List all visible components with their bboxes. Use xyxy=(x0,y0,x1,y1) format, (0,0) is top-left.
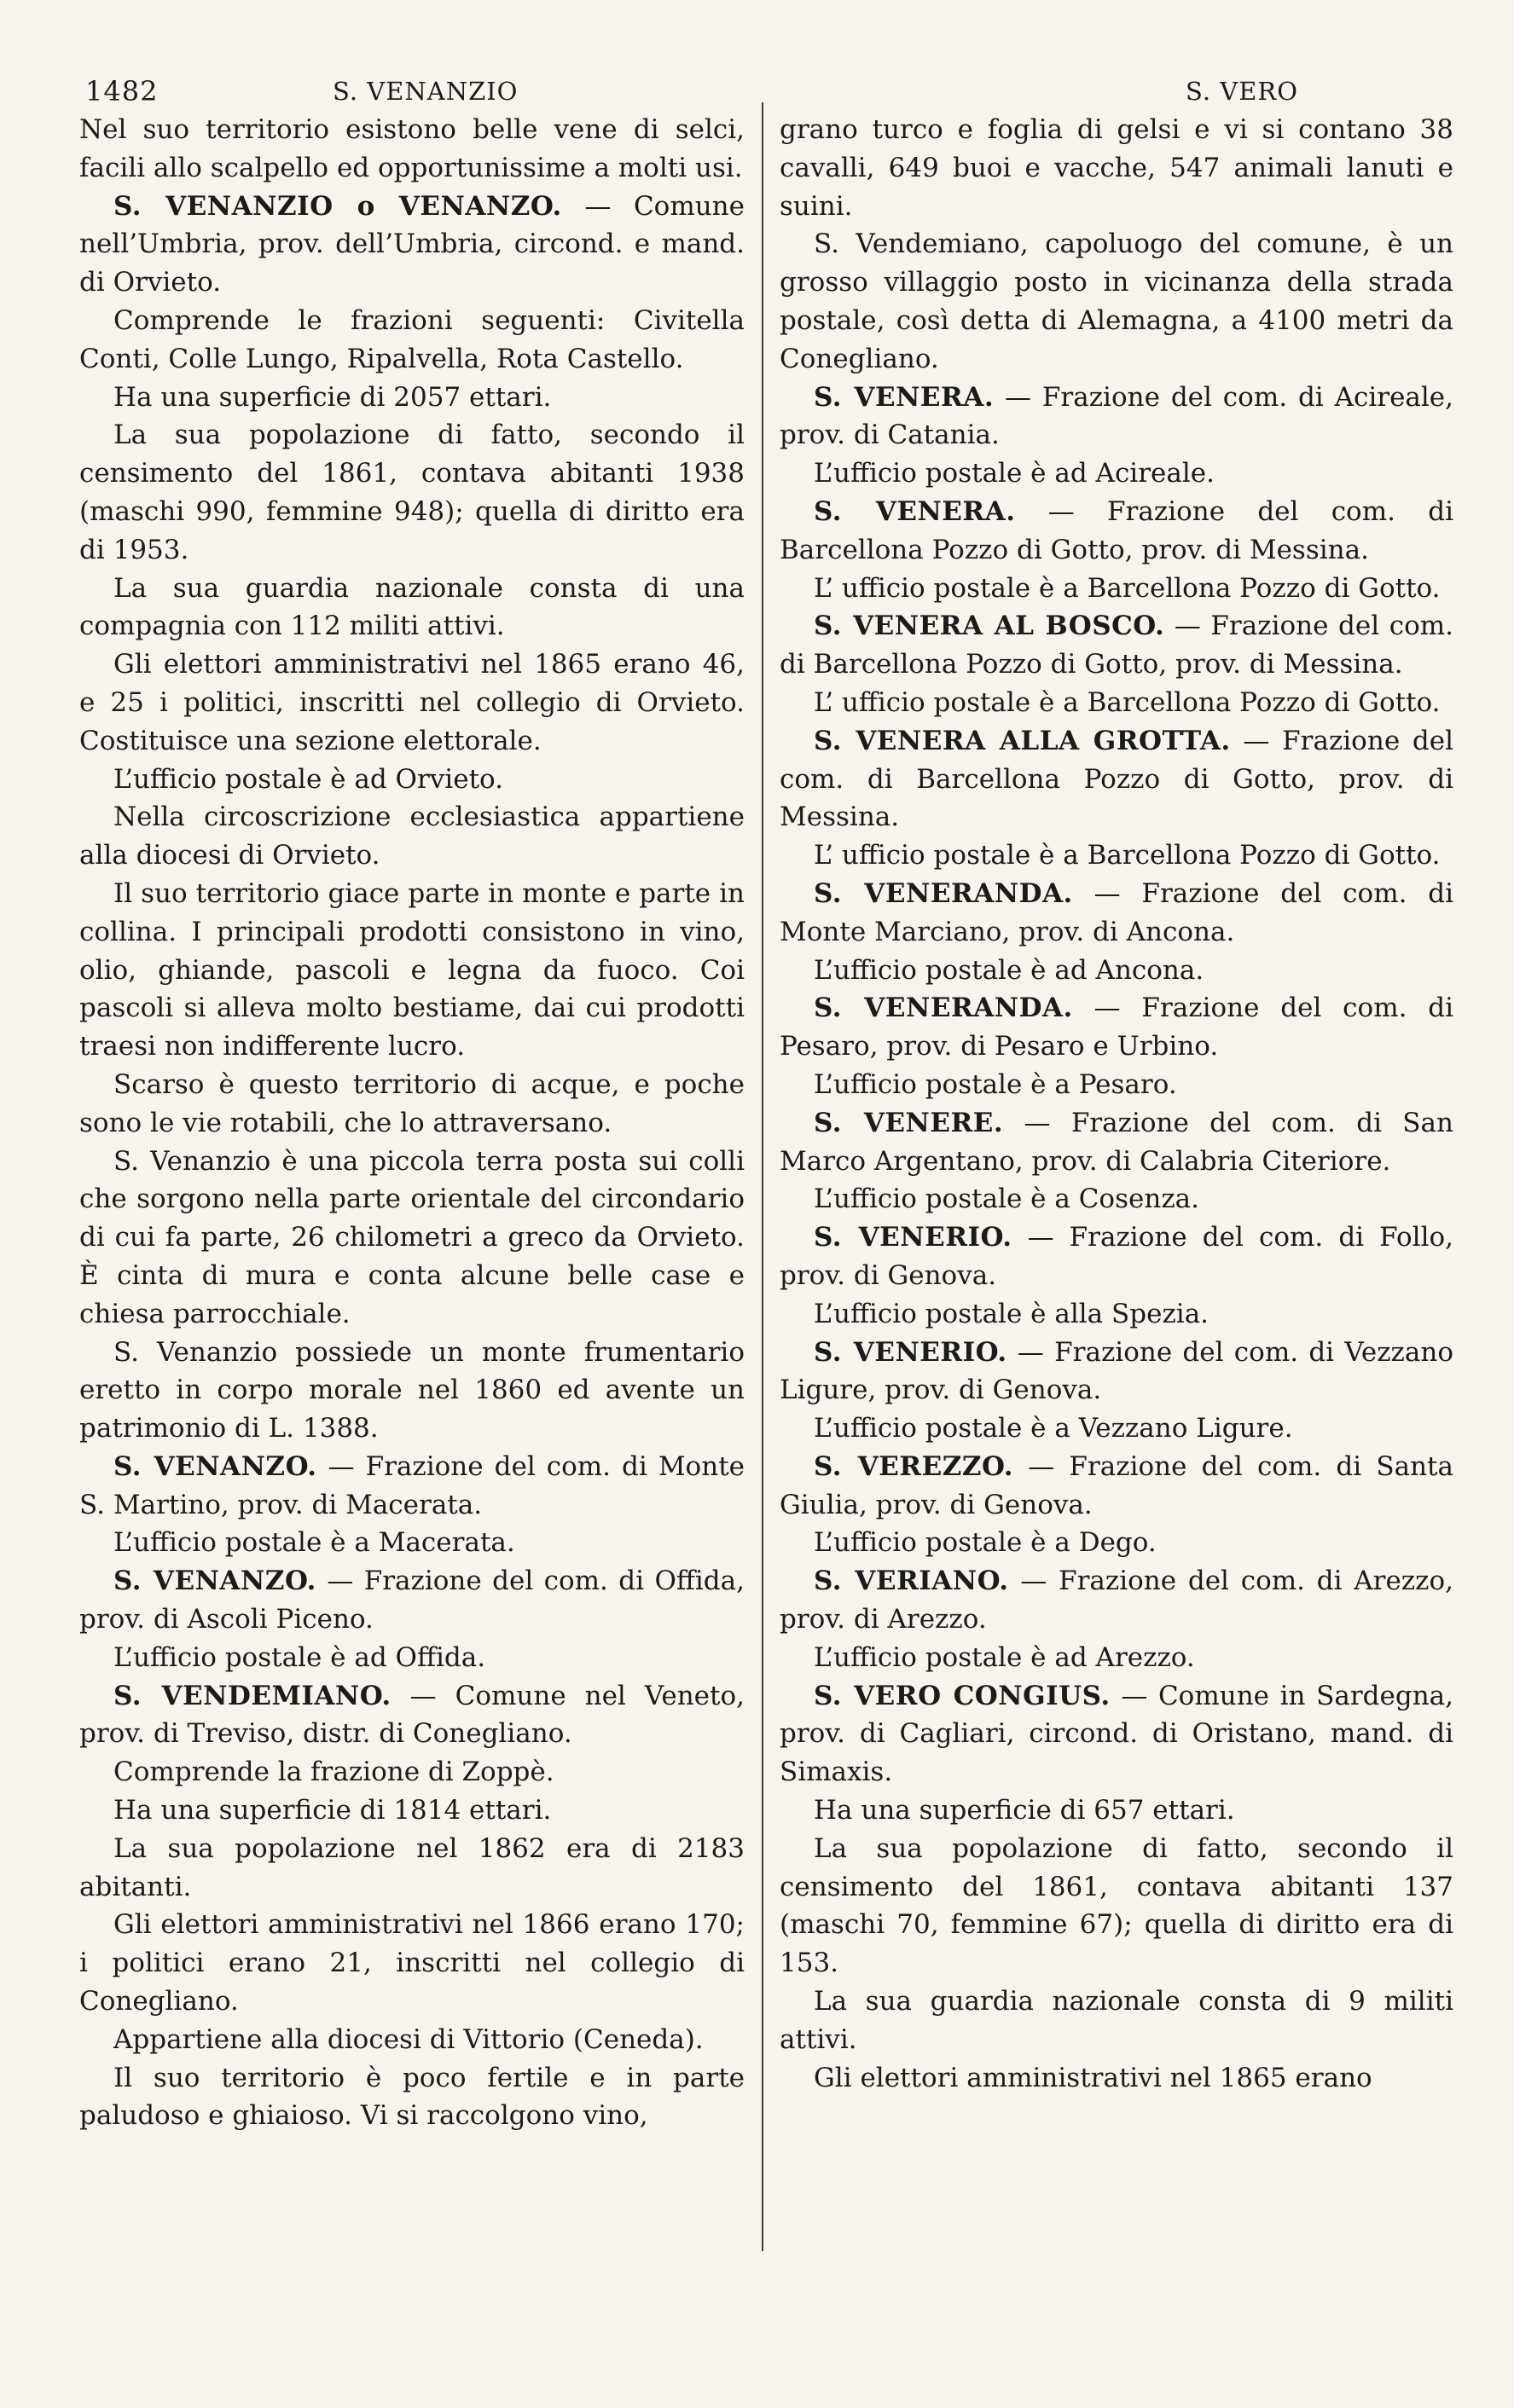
paragraph xyxy=(79,1334,745,1448)
entry-heading: S. VENERIO. xyxy=(814,1222,1012,1253)
paragraph-text: L’ufficio postale è ad Orvieto. xyxy=(113,763,503,795)
paragraph-text: L’ ufficio postale è a Barcellona Pozzo di Gotto. xyxy=(814,840,1441,871)
paragraph-text: Gli elettori amministrativi nel 1865 erano 46, e 25 i politici, inscritti nel collegio di Orvieto. Costituisce una sezione elettorale. xyxy=(79,649,745,756)
paragraph-text: Nel suo territorio esistono belle vene di selci, facili allo scalpello ed opportunissime a molti usi. xyxy=(79,114,745,183)
paragraph-text: L’ufficio postale è a Cosenza. xyxy=(814,1184,1199,1215)
paragraph xyxy=(79,1639,745,1677)
paragraph-text: — Frazione del com. di San Marco Argentano, prov. di Calabria Citeriore. xyxy=(780,1107,1453,1177)
paragraph xyxy=(780,454,1453,493)
paragraph xyxy=(79,188,745,302)
entry-heading: S. VENANZIO o VENANZO. xyxy=(113,190,562,222)
entry-heading: S. VENERA AL BOSCO. xyxy=(814,611,1165,642)
paragraph-text: — Frazione del com. di Offida, prov. di Ascoli Piceno. xyxy=(79,1566,745,1635)
paragraph-text: — Frazione del com. di Barcellona Pozzo di Gotto, prov. di Messina. xyxy=(780,495,1453,565)
paragraph-text: L’ufficio postale è ad Acireale. xyxy=(814,458,1215,489)
paragraph-text: — Frazione del com. di Follo, prov. di Genova. xyxy=(780,1222,1453,1291)
paragraph xyxy=(780,1409,1453,1448)
paragraph-text: — Frazione del com. di Acireale, prov. di Catania. xyxy=(780,381,1454,451)
right-running-head: S. VERO xyxy=(1186,77,1298,106)
paragraph xyxy=(780,111,1453,225)
paragraph xyxy=(780,684,1453,722)
paragraph-text: L’ufficio postale è alla Spezia. xyxy=(814,1298,1209,1329)
paragraph xyxy=(780,2059,1453,2098)
paragraph-text: Il suo territorio è poco fertile e in parte paludoso e ghiaioso. Vi si raccolgono vino, xyxy=(79,2062,745,2132)
entry-heading: S. VENDEMIANO. xyxy=(113,1680,392,1711)
paragraph-text: Il suo territorio giace parte in monte e parte in collina. I principali prodotti consistono in vino, olio, ghiande, pascoli e legna da fuoco. Coi pascoli si alleva molto bestiame, dai cui prodotti traesi non indifferente lucro. xyxy=(79,877,745,1062)
paragraph xyxy=(780,1562,1453,1639)
paragraph-text: Gli elettori amministrativi nel 1865 erano xyxy=(814,2062,1372,2093)
paragraph-text: — Frazione del com. di Monte Marciano, prov. di Ancona. xyxy=(780,877,1453,947)
paragraph-text: L’ufficio postale è a Pesaro. xyxy=(814,1068,1177,1100)
paragraph-text: Appartiene alla diocesi di Vittorio (Ceneda). xyxy=(113,2023,704,2055)
paragraph-text: Ha una superficie di 1814 ettari. xyxy=(113,1795,552,1826)
paragraph xyxy=(79,761,745,799)
paragraph xyxy=(79,379,745,417)
paragraph-text: — Frazione del com. di Pesaro, prov. di Pesaro e Urbino. xyxy=(780,993,1453,1062)
entry-heading: S. VENERE. xyxy=(814,1107,1004,1138)
paragraph-text: La sua guardia nazionale consta di una compagnia con 112 militi attivi. xyxy=(79,572,745,642)
paragraph xyxy=(79,875,745,1066)
paragraph-text: Ha una superficie di 657 ettari. xyxy=(814,1795,1235,1826)
paragraph xyxy=(780,722,1453,836)
paragraph-text: L’ufficio postale è ad Offida. xyxy=(113,1641,486,1673)
paragraph-text: Scarso è questo territorio di acque, e poche sono le vie rotabili, che lo attraversano. xyxy=(79,1068,745,1138)
paragraph-text: L’ufficio postale è ad Arezzo. xyxy=(814,1641,1195,1673)
paragraph xyxy=(79,1448,745,1525)
paragraph xyxy=(780,1639,1453,1677)
entry-heading: S. VERIANO. xyxy=(814,1566,1009,1597)
paragraph-text: — Frazione del com. di Monte S. Martino, prov. di Macerata. xyxy=(79,1450,745,1520)
paragraph xyxy=(780,952,1453,990)
page-number: 1482 xyxy=(85,75,159,107)
entry-heading: S. VENERANDA. xyxy=(814,993,1073,1024)
paragraph-text: L’ ufficio postale è a Barcellona Pozzo di Gotto. xyxy=(814,686,1441,718)
entry-heading: S. VERO CONGIUS. xyxy=(814,1680,1111,1711)
paragraph xyxy=(79,1906,745,2020)
paragraph-text: L’ufficio postale è ad Ancona. xyxy=(814,954,1204,986)
paragraph xyxy=(79,1562,745,1639)
paragraph-text: — Frazione del com. di Vezzano Ligure, prov. di Genova. xyxy=(780,1336,1453,1406)
paragraph xyxy=(79,798,745,875)
paragraph xyxy=(79,2059,745,2136)
paragraph-text: La sua popolazione di fatto, secondo il censimento del 1861, contava abitanti 1938 (maschi 990, femmine 948); quella di diritto era di 1953. xyxy=(79,420,745,565)
paragraph xyxy=(79,1753,745,1792)
paragraph-text: — Comune in Sardegna, prov. di Cagliari, circond. di Oristano, mand. di Simaxis. xyxy=(780,1680,1453,1788)
paragraph xyxy=(780,1066,1453,1104)
paragraph xyxy=(79,111,745,188)
entry-heading: S. VENERIO. xyxy=(814,1336,1007,1368)
entry-heading: S. VENERA. xyxy=(814,495,1016,527)
paragraph xyxy=(780,1830,1453,1983)
paragraph-text: — Frazione del com. di Barcellona Pozzo di Gotto, prov. di Messina. xyxy=(780,611,1453,680)
paragraph xyxy=(79,1066,745,1143)
paragraph xyxy=(780,989,1453,1066)
paragraph xyxy=(780,875,1453,952)
entry-heading: S. VENANZO. xyxy=(113,1450,317,1482)
paragraph xyxy=(780,607,1453,684)
paragraph xyxy=(780,1677,1453,1792)
paragraph xyxy=(79,2021,745,2059)
right-column xyxy=(780,111,1453,2097)
left-column xyxy=(79,111,745,2135)
paragraph xyxy=(79,1677,745,1754)
paragraph-text: — Comune nel Veneto, prov. di Treviso, distr. di Conegliano. xyxy=(79,1680,745,1750)
paragraph-text: La sua popolazione di fatto, secondo il censimento del 1861, contava abitanti 137 (maschi 70, femmine 67); quella di diritto era di 153. xyxy=(780,1832,1453,1979)
paragraph-text: L’ufficio postale è a Vezzano Ligure. xyxy=(814,1413,1293,1444)
paragraph xyxy=(780,1218,1453,1295)
paragraph xyxy=(780,1448,1453,1525)
paragraph xyxy=(79,645,745,760)
paragraph xyxy=(780,1334,1453,1410)
paragraph-text: Nella circoscrizione ecclesiastica appartiene alla diocesi di Orvieto. xyxy=(79,802,745,871)
entry-heading: S. VENERA ALLA GROTTA. xyxy=(814,725,1231,756)
paragraph-text: S. Venanzio è una piccola terra posta sui colli che sorgono nella parte orientale del circondario di cui fa parte, 26 chilometri a greco da Orvieto. È cinta di mura e conta alcune belle case e chiesa parrocchiale. xyxy=(79,1145,745,1329)
paragraph-text: — Comune nell’Umbria, prov. dell’Umbria, circond. e mand. di Orvieto. xyxy=(79,190,745,298)
paragraph-text: S. Vendemiano, capoluogo del comune, è un grosso villaggio posto in vicinanza della strada postale, così detta di Alemagna, a 4100 metri da Conegliano. xyxy=(780,229,1453,374)
entry-heading: S. VENERANDA. xyxy=(814,877,1073,909)
paragraph-text: L’ufficio postale è a Macerata. xyxy=(113,1527,515,1559)
paragraph xyxy=(780,1792,1453,1830)
paragraph-text: Comprende la frazione di Zoppè. xyxy=(113,1757,554,1788)
entry-heading: S. VENANZO. xyxy=(113,1566,316,1597)
paragraph-text: — Frazione del com. di Arezzo, prov. di Arezzo. xyxy=(780,1566,1453,1635)
paragraph-text: La sua popolazione nel 1862 era di 2183 abitanti. xyxy=(79,1832,745,1902)
paragraph-text: Gli elettori amministrativi nel 1866 erano 170; i politici erano 21, inscritti nel collegio di Conegliano. xyxy=(79,1909,745,2017)
paragraph-text: Comprende le frazioni seguenti: Civitella Conti, Colle Lungo, Ripalvella, Rota Castello. xyxy=(79,304,745,374)
paragraph-text: L’ufficio postale è a Dego. xyxy=(814,1527,1157,1559)
paragraph-text: Ha una superficie di 2057 ettari. xyxy=(113,381,552,413)
paragraph-text: S. Venanzio possiede un monte frumentario eretto in corpo morale nel 1860 ed avente un patrimonio di L. 1388. xyxy=(79,1336,745,1444)
paragraph xyxy=(79,302,745,379)
paragraph xyxy=(79,416,745,569)
paragraph xyxy=(79,570,745,646)
paragraph-text: L’ ufficio postale è a Barcellona Pozzo di Gotto. xyxy=(814,572,1441,604)
paragraph-text: grano turco e foglia di gelsi e vi si contano 38 cavalli, 649 buoi e vacche, 547 animali lanuti e suini. xyxy=(780,114,1453,222)
paragraph xyxy=(780,225,1453,378)
entry-heading: S. VENERA. xyxy=(814,381,995,413)
paragraph xyxy=(79,1524,745,1562)
paragraph xyxy=(780,1104,1453,1181)
paragraph xyxy=(780,836,1453,875)
paragraph xyxy=(780,493,1453,570)
paragraph xyxy=(780,570,1453,608)
paragraph xyxy=(780,1180,1453,1218)
paragraph xyxy=(780,1983,1453,2059)
paragraph-text: — Frazione del com. di Barcellona Pozzo di Gotto, prov. di Messina. xyxy=(780,725,1453,833)
entry-heading: S. VEREZZO. xyxy=(814,1450,1014,1482)
paragraph xyxy=(780,379,1453,455)
paragraph xyxy=(79,1830,745,1907)
page-header xyxy=(77,75,1459,109)
column-divider xyxy=(762,102,763,2251)
paragraph xyxy=(780,1295,1453,1334)
paragraph xyxy=(780,1524,1453,1562)
paragraph-text: — Frazione del com. di Santa Giulia, prov. di Genova. xyxy=(780,1450,1453,1520)
paragraph xyxy=(79,1792,745,1830)
left-running-head: S. VENANZIO xyxy=(333,77,519,106)
paragraph xyxy=(79,1143,745,1334)
paragraph-text: La sua guardia nazionale consta di 9 militi attivi. xyxy=(780,1986,1453,2055)
